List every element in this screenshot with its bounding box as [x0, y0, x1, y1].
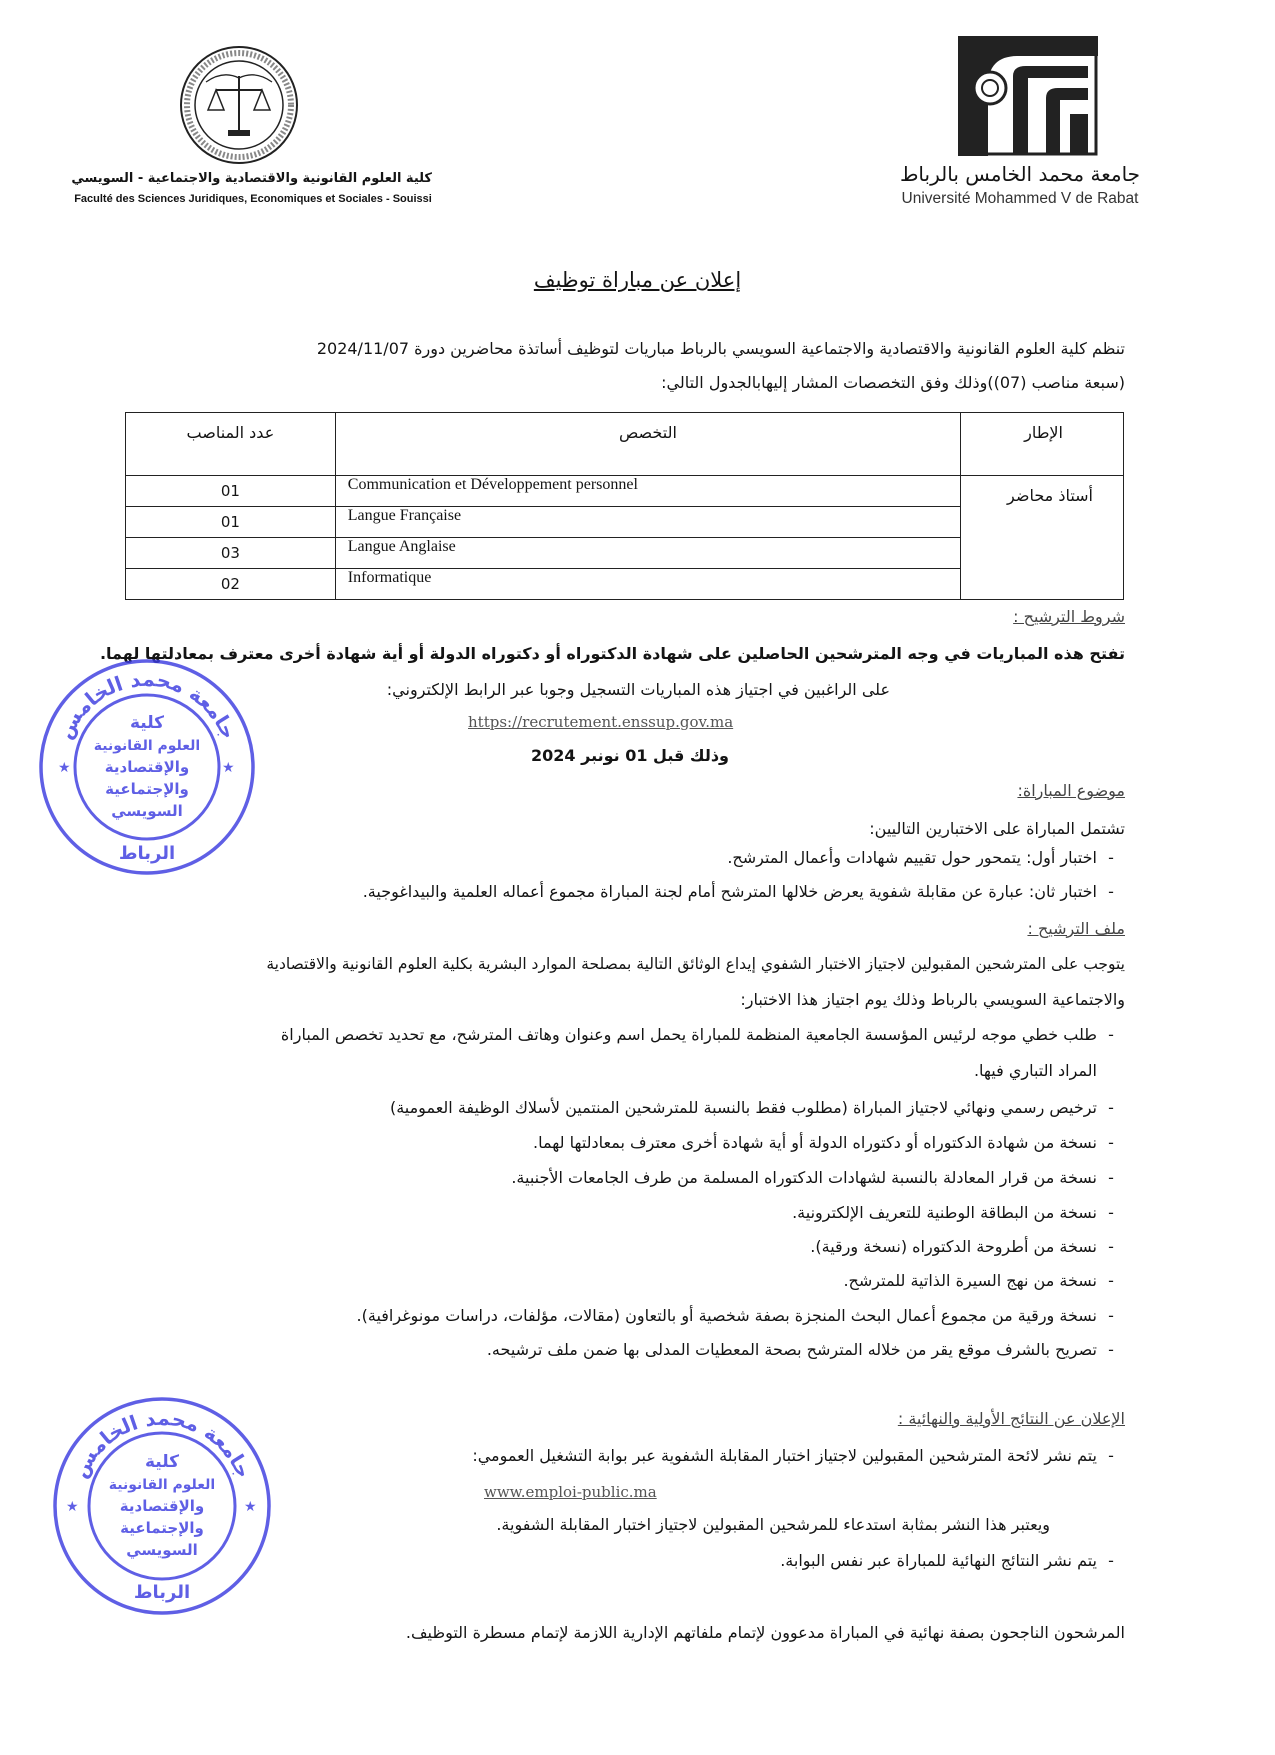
specialty-cell: Communication et Développement personnel	[335, 476, 960, 507]
bullet-dash: -	[1108, 1237, 1114, 1256]
conditions-line-1: تفتح هذه المباريات في وجه المترشحين الحاصلين على شهادة الدكتوراه أو دكتوراه الدولة أو أية شهادة أخرى معترف بمعادلتها لهما.	[99, 644, 1125, 663]
bullet-dash: -	[1108, 882, 1114, 901]
stamp-line: السويسي	[126, 1541, 198, 1559]
faculty-logo	[178, 44, 300, 166]
page-title: إعلان عن مباراة توظيف	[533, 268, 742, 292]
file-item	[511, 1168, 1125, 1187]
bullet-dash: -	[1108, 1168, 1114, 1187]
deadline-text: وذلك قبل 01 نونبر 2024	[531, 746, 729, 765]
file-item-text: تصريح بالشرف موقع يقر من خلاله المترشح بصحة المعطيات المدلى بها ضمن ملف ترشيحه.	[486, 1340, 1097, 1359]
bullet-dash: -	[1108, 1098, 1114, 1117]
star-icon: ★	[66, 1499, 79, 1515]
cadre-cell: أستاذ محاضر	[961, 476, 1124, 600]
file-item-text: نسخة من البطاقة الوطنية للتعريف الإلكترونية.	[792, 1203, 1097, 1222]
file-item-text: طلب خطي موجه لرئيس المؤسسة الجامعية المنظمة للمباراة يحمل اسم وعنوان وهاتف المترشح، مع تحديد تخصص المباراة	[280, 1025, 1097, 1044]
header-positions: عدد المناصب	[126, 413, 336, 476]
stamp-line: والإقتصادية	[119, 1497, 205, 1515]
file-item	[533, 1133, 1125, 1152]
results-note: ويعتبر هذا النشر بمثابة استدعاء للمرشحين المقبولين لاجتياز اختبار المقابلة الشفوية.	[496, 1515, 1050, 1534]
stamp-line: والإقتصادية	[104, 758, 190, 776]
file-item	[487, 1340, 1125, 1359]
stamp-line: والإجتماعية	[120, 1519, 204, 1537]
stamp-svg	[36, 656, 258, 878]
bullet-dash: -	[1108, 1551, 1114, 1570]
file-item	[281, 1025, 1125, 1044]
bullet-dash: -	[1108, 1446, 1114, 1465]
file-intro-line-2: والاجتماعية السويسي بالرباط وذلك يوم اجتياز هذا الاختبار:	[740, 990, 1125, 1009]
faculty-name-ar: كلية العلوم القانونية والاقتصادية والاجتماعية - السويسي	[71, 171, 432, 186]
positions-cell: 01	[126, 507, 336, 538]
file-item-text: نسخة ورقية من مجموع أعمال البحث المنجزة بصفة شخصية أو بالتعاون (مقالات، مؤلفات، دراسات مونوغرافية).	[356, 1306, 1097, 1325]
official-stamp	[50, 1394, 274, 1618]
bullet-dash: -	[1108, 1203, 1114, 1222]
stamp-line: السويسي	[111, 802, 183, 820]
results-item-text: يتم نشر النتائج النهائية للمباراة عبر نفس البوابة.	[780, 1551, 1097, 1570]
file-intro-line-1: يتوجب على المترشحين المقبولين لاجتياز الاختبار الشفوي إيداع الوثائق التالية بمصلحة الموارد البشرية بكلية العلوم القانونية والاقتصادية	[266, 955, 1125, 973]
bullet-dash: -	[1108, 1025, 1114, 1044]
results-item	[780, 1551, 1125, 1570]
file-item-text: ترخيص رسمي ونهائي لاجتياز المباراة (مطلوب فقط بالنسبة للمترشحين المنتمين لأسلاك الوظيفة العمومية)	[389, 1098, 1097, 1117]
stamp-line: العلوم القانونية	[93, 738, 201, 754]
bullet-dash: -	[1108, 1306, 1114, 1325]
bullet-dash: -	[1108, 1340, 1114, 1359]
specialty-cell: Langue Anglaise	[335, 538, 960, 569]
emploi-public-link[interactable]: www.emploi-public.ma	[484, 1483, 657, 1501]
bullet-dash: -	[1108, 1133, 1114, 1152]
file-item-text: نسخة من قرار المعادلة بالنسبة لشهادات الدكتوراه المسلمة من طرف الجامعات الأجنبية.	[511, 1168, 1097, 1187]
intro-line-1: تنظم كلية العلوم القانونية والاقتصادية والاجتماعية السويسي بالرباط مباريات لتوظيف أساتذة محاضرين دورة 2024/11/07	[316, 339, 1125, 358]
file-item	[792, 1203, 1125, 1222]
faculty-name-fr: Faculté des Sciences Juridiques, Economiques et Sociales - Souissi	[74, 193, 432, 205]
subject-item-text: اختبار ثان: عبارة عن مقابلة شفوية يعرض خلالها المترشح أمام لجنة المباراة مجموع أعماله العلمية والبيداغوجية.	[362, 882, 1097, 901]
file-item	[390, 1098, 1125, 1117]
table-row	[126, 476, 1124, 507]
stamp-svg	[50, 1394, 274, 1618]
header-specialty: التخصص	[335, 413, 960, 476]
official-stamp	[36, 656, 258, 878]
specialty-cell: Langue Française	[335, 507, 960, 538]
bullet-dash: -	[1108, 1271, 1114, 1290]
closing-text: المرشحون الناجحون بصفة نهائية في المباراة مدعوون لإتمام ملفاتهم الإدارية اللازمة لإتمام مسطرة التوظيف.	[405, 1623, 1125, 1642]
table-header-row	[126, 413, 1124, 476]
results-item	[472, 1446, 1125, 1465]
star-icon: ★	[58, 760, 71, 776]
star-icon: ★	[222, 760, 235, 776]
star-icon: ★	[244, 1499, 257, 1515]
subject-heading: موضوع المباراة:	[1017, 781, 1125, 800]
stamp-line: كلية	[129, 713, 165, 733]
subject-item	[727, 848, 1125, 867]
stamp-ring-text: جامعة محمد الخامس	[52, 666, 242, 743]
stamp-bottom-text: الرباط	[118, 843, 176, 864]
results-item-text: يتم نشر لائحة المترشحين المقبولين لاجتياز اختبار المقابلة الشفوية عبر بوابة التشغيل العمومي:	[472, 1446, 1097, 1465]
file-item	[810, 1237, 1125, 1256]
file-item	[357, 1306, 1125, 1325]
header-cadre: الإطار	[961, 413, 1124, 476]
university-name-ar: جامعة محمد الخامس بالرباط	[899, 162, 1141, 186]
file-item	[843, 1271, 1125, 1290]
subject-item-text: اختبار أول: يتمحور حول تقييم شهادات وأعمال المترشح.	[727, 848, 1097, 867]
university-name-fr: Université Mohammed V de Rabat	[901, 190, 1139, 207]
file-item-text: نسخة من أطروحة الدكتوراه (نسخة ورقية).	[810, 1237, 1097, 1256]
bullet-dash: -	[1108, 848, 1114, 867]
stamp-line: العلوم القانونية	[108, 1477, 216, 1493]
file-item-text: نسخة من شهادة الدكتوراه أو دكتوراه الدولة أو أية شهادة أخرى معترف بمعادلتها لهما.	[533, 1133, 1097, 1152]
stamp-line: كلية	[144, 1452, 180, 1472]
positions-table	[125, 412, 1124, 600]
stamp-ring-text: جامعة محمد الخامس	[67, 1405, 257, 1482]
intro-line-2: (سبعة مناصب (07))وذلك وفق التخصصات المشار إليهابالجدول التالي:	[661, 373, 1125, 392]
results-heading: الإعلان عن النتائج الأولية والنهائية :	[897, 1409, 1125, 1428]
university-logo	[958, 36, 1098, 156]
conditions-heading: شروط الترشيح :	[1013, 607, 1125, 626]
subject-intro: تشتمل المباراة على الاختبارين التاليين:	[869, 819, 1125, 838]
positions-cell: 01	[126, 476, 336, 507]
stamp-bottom-text: الرباط	[133, 1582, 191, 1603]
conditions-line-2: على الراغبين في اجتياز هذه المباريات التسجيل وجوبا عبر الرابط الإلكتروني:	[386, 680, 890, 699]
subject-item	[363, 882, 1125, 901]
recruitment-link[interactable]: https://recrutement.enssup.gov.ma	[468, 713, 734, 731]
file-item-continuation: المراد التباري فيها.	[973, 1061, 1097, 1080]
positions-cell: 02	[126, 569, 336, 600]
file-heading: ملف الترشيح :	[1027, 919, 1125, 938]
stamp-line: والإجتماعية	[105, 780, 189, 798]
specialty-cell: Informatique	[335, 569, 960, 600]
positions-cell: 03	[126, 538, 336, 569]
file-item-text: نسخة من نهج السيرة الذاتية للمترشح.	[843, 1271, 1097, 1290]
